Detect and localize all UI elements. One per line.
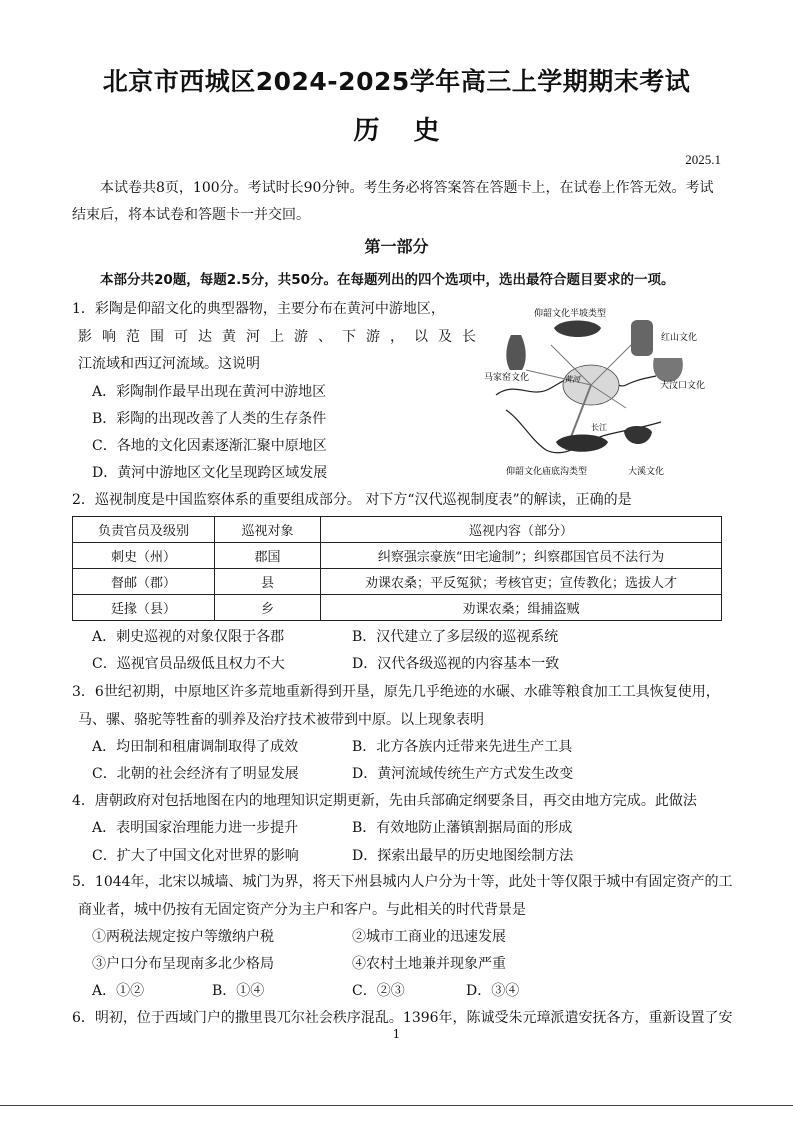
q5-option-c[interactable]: C．②③ — [352, 983, 405, 999]
table-cell: 县 — [215, 569, 321, 595]
label-banpo: 仰韶文化半坡类型 — [534, 309, 607, 319]
q1-option-a[interactable]: A．彩陶制作最早出现在黄河中游地区 — [92, 384, 327, 400]
page-number: 1 — [392, 1027, 401, 1041]
q2-stem: 2．巡视制度是中国监察体系的重要组成部分。 对下方“汉代巡视制度表”的解读，正确的是 — [72, 492, 632, 508]
table-header-cell: 巡视内容（部分） — [321, 517, 722, 543]
exam-instructions: 本试卷共8页，100分。考试时长90分钟。考生务必将答案答在答题卡上，在试卷上作答无效。考试结束后，将本试卷和答题卡一并交回。 — [72, 180, 714, 223]
label-majiayao: 马家窑文化 — [484, 373, 530, 383]
q5-item-3: ③户口分布呈现南多北少格局 — [92, 956, 274, 972]
part-title: 第一部分 — [364, 237, 429, 256]
table-row — [73, 569, 722, 595]
han-inspection-table — [72, 516, 722, 621]
part-instructions: 本部分共20题，每题2.5分，共50分。在每题列出的四个选项中，选出最符合题目要求的一项。 — [100, 272, 675, 288]
label-dawenkou: 大汶口文化 — [660, 381, 706, 391]
label-huanghe: 黄河 — [564, 375, 580, 384]
q3-line2: 马、骡、骆驼等牲畜的驯养及治疗技术被带到中原。以上现象表明 — [78, 712, 484, 728]
q2-option-c[interactable]: C．巡视官员品级低且权力不大 — [92, 656, 285, 672]
page-bottom-divider — [0, 1105, 793, 1106]
label-daxi: 大溪文化 — [628, 467, 665, 477]
q6-line1: 6．明初，位于西域门户的撒里畏兀尔社会秩序混乱。1396年，陈诚受朱元璋派遣安抚各方，重新设置了安 — [72, 1010, 733, 1026]
table-row — [73, 595, 722, 621]
q3-option-a[interactable]: A．均田制和租庸调制取得了成效 — [92, 739, 299, 755]
q5-item-1: ①两税法规定按户等缴纳户税 — [92, 929, 274, 945]
q2-option-b[interactable]: B．汉代建立了多层级的巡视系统 — [352, 629, 559, 645]
q1-line1: 1．彩陶是仰韶文化的典型器物，主要分布在黄河中游地区， — [72, 301, 445, 317]
table-cell: 督邮（郡） — [73, 569, 215, 595]
q3-option-d[interactable]: D．黄河流域传统生产方式发生改变 — [352, 766, 574, 782]
q4-option-a[interactable]: A．表明国家治理能力进一步提升 — [92, 820, 299, 836]
q4-option-c[interactable]: C．扩大了中国文化对世界的影响 — [92, 848, 299, 864]
hongshan-jar-image — [631, 320, 653, 356]
table-cell: 廷掾（县） — [73, 595, 215, 621]
label-miaodigou: 仰韶文化庙底沟类型 — [506, 467, 588, 477]
table-header-cell: 巡视对象 — [215, 517, 321, 543]
table-cell: 纠察强宗豪族“田宅逾制”；纠察郡国官员不法行为 — [321, 543, 722, 569]
table-cell: 郡国 — [215, 543, 321, 569]
majiayao-jar-image — [506, 335, 525, 370]
q5-option-b[interactable]: B．①④ — [212, 983, 265, 999]
q5-option-a[interactable]: A．①② — [92, 983, 145, 999]
daxi-vessel-image — [624, 426, 652, 444]
subject-title: 历史 — [353, 116, 474, 146]
table-header-row — [73, 517, 722, 543]
q5-line2: 商业者，城中仍按有无固定资产分为主户和客户。与此相关的时代背景是 — [78, 902, 526, 918]
q5-line1: 5．1044年，北宋以城墙、城门为界，将天下州县城内人户分为十等，此处十等仅限于城中有固定资产的工 — [72, 874, 733, 890]
label-changjiang: 长江 — [591, 423, 607, 432]
q1-option-c[interactable]: C．各地的文化因素逐渐汇聚中原地区 — [92, 438, 327, 454]
banpo-basin-image — [554, 321, 601, 338]
q5-item-4: ④农村土地兼并现象严重 — [352, 956, 506, 972]
q2-option-a[interactable]: A．刺史巡视的对象仅限于各郡 — [92, 629, 285, 645]
q1-line2: 影响范围可达黄河上游、下游，以及长 — [78, 329, 476, 345]
q1-option-b[interactable]: B．彩陶的出现改善了人类的生存条件 — [92, 411, 327, 427]
table-cell: 刺史（州） — [73, 543, 215, 569]
table-header-cell: 负责官员及级别 — [73, 517, 215, 543]
q3-option-c[interactable]: C．北朝的社会经济有了明显发展 — [92, 766, 299, 782]
table-row — [73, 543, 722, 569]
table-cell: 劝课农桑；缉捕盗贼 — [321, 595, 722, 621]
q3-line1: 3．6世纪初期，中原地区许多荒地重新得到开垦，原先几乎绝迹的水碾、水碓等粮食加工工具恢复使用， — [72, 684, 720, 700]
dawenkou-pot-image — [653, 358, 683, 382]
q5-item-2: ②城市工商业的迅速发展 — [352, 929, 506, 945]
table-cell: 乡 — [215, 595, 321, 621]
exam-date: 2025.1 — [685, 152, 721, 167]
q1-option-d[interactable]: D．黄河中游地区文化呈现跨区域发展 — [92, 465, 328, 481]
q2-option-d[interactable]: D．汉代各级巡视的内容基本一致 — [352, 656, 560, 672]
q3-option-b[interactable]: B．北方各族内迁带来先进生产工具 — [352, 739, 573, 755]
miaodigou-bowl-image — [556, 435, 608, 452]
exam-title: 北京市西城区2024-2025学年高三上学期期末考试 — [102, 67, 691, 96]
neolithic-culture-map — [476, 300, 726, 485]
q4-line1: 4．唐朝政府对包括地图在内的地理知识定期更新，先由兵部确定纲要条目，再交由地方完成。此做法 — [72, 793, 697, 809]
q4-option-d[interactable]: D．探索出最早的历史地图绘制方法 — [352, 848, 574, 864]
table-cell: 劝课农桑；平反冤狱；考核官吏；宣传教化；选拔人才 — [321, 569, 722, 595]
label-hongshan: 红山文化 — [661, 333, 698, 343]
q5-option-d[interactable]: D．③④ — [466, 983, 520, 999]
q4-option-b[interactable]: B．有效地防止藩镇割据局面的形成 — [352, 820, 573, 836]
q1-line3: 江流域和西辽河流域。这说明 — [78, 356, 260, 372]
